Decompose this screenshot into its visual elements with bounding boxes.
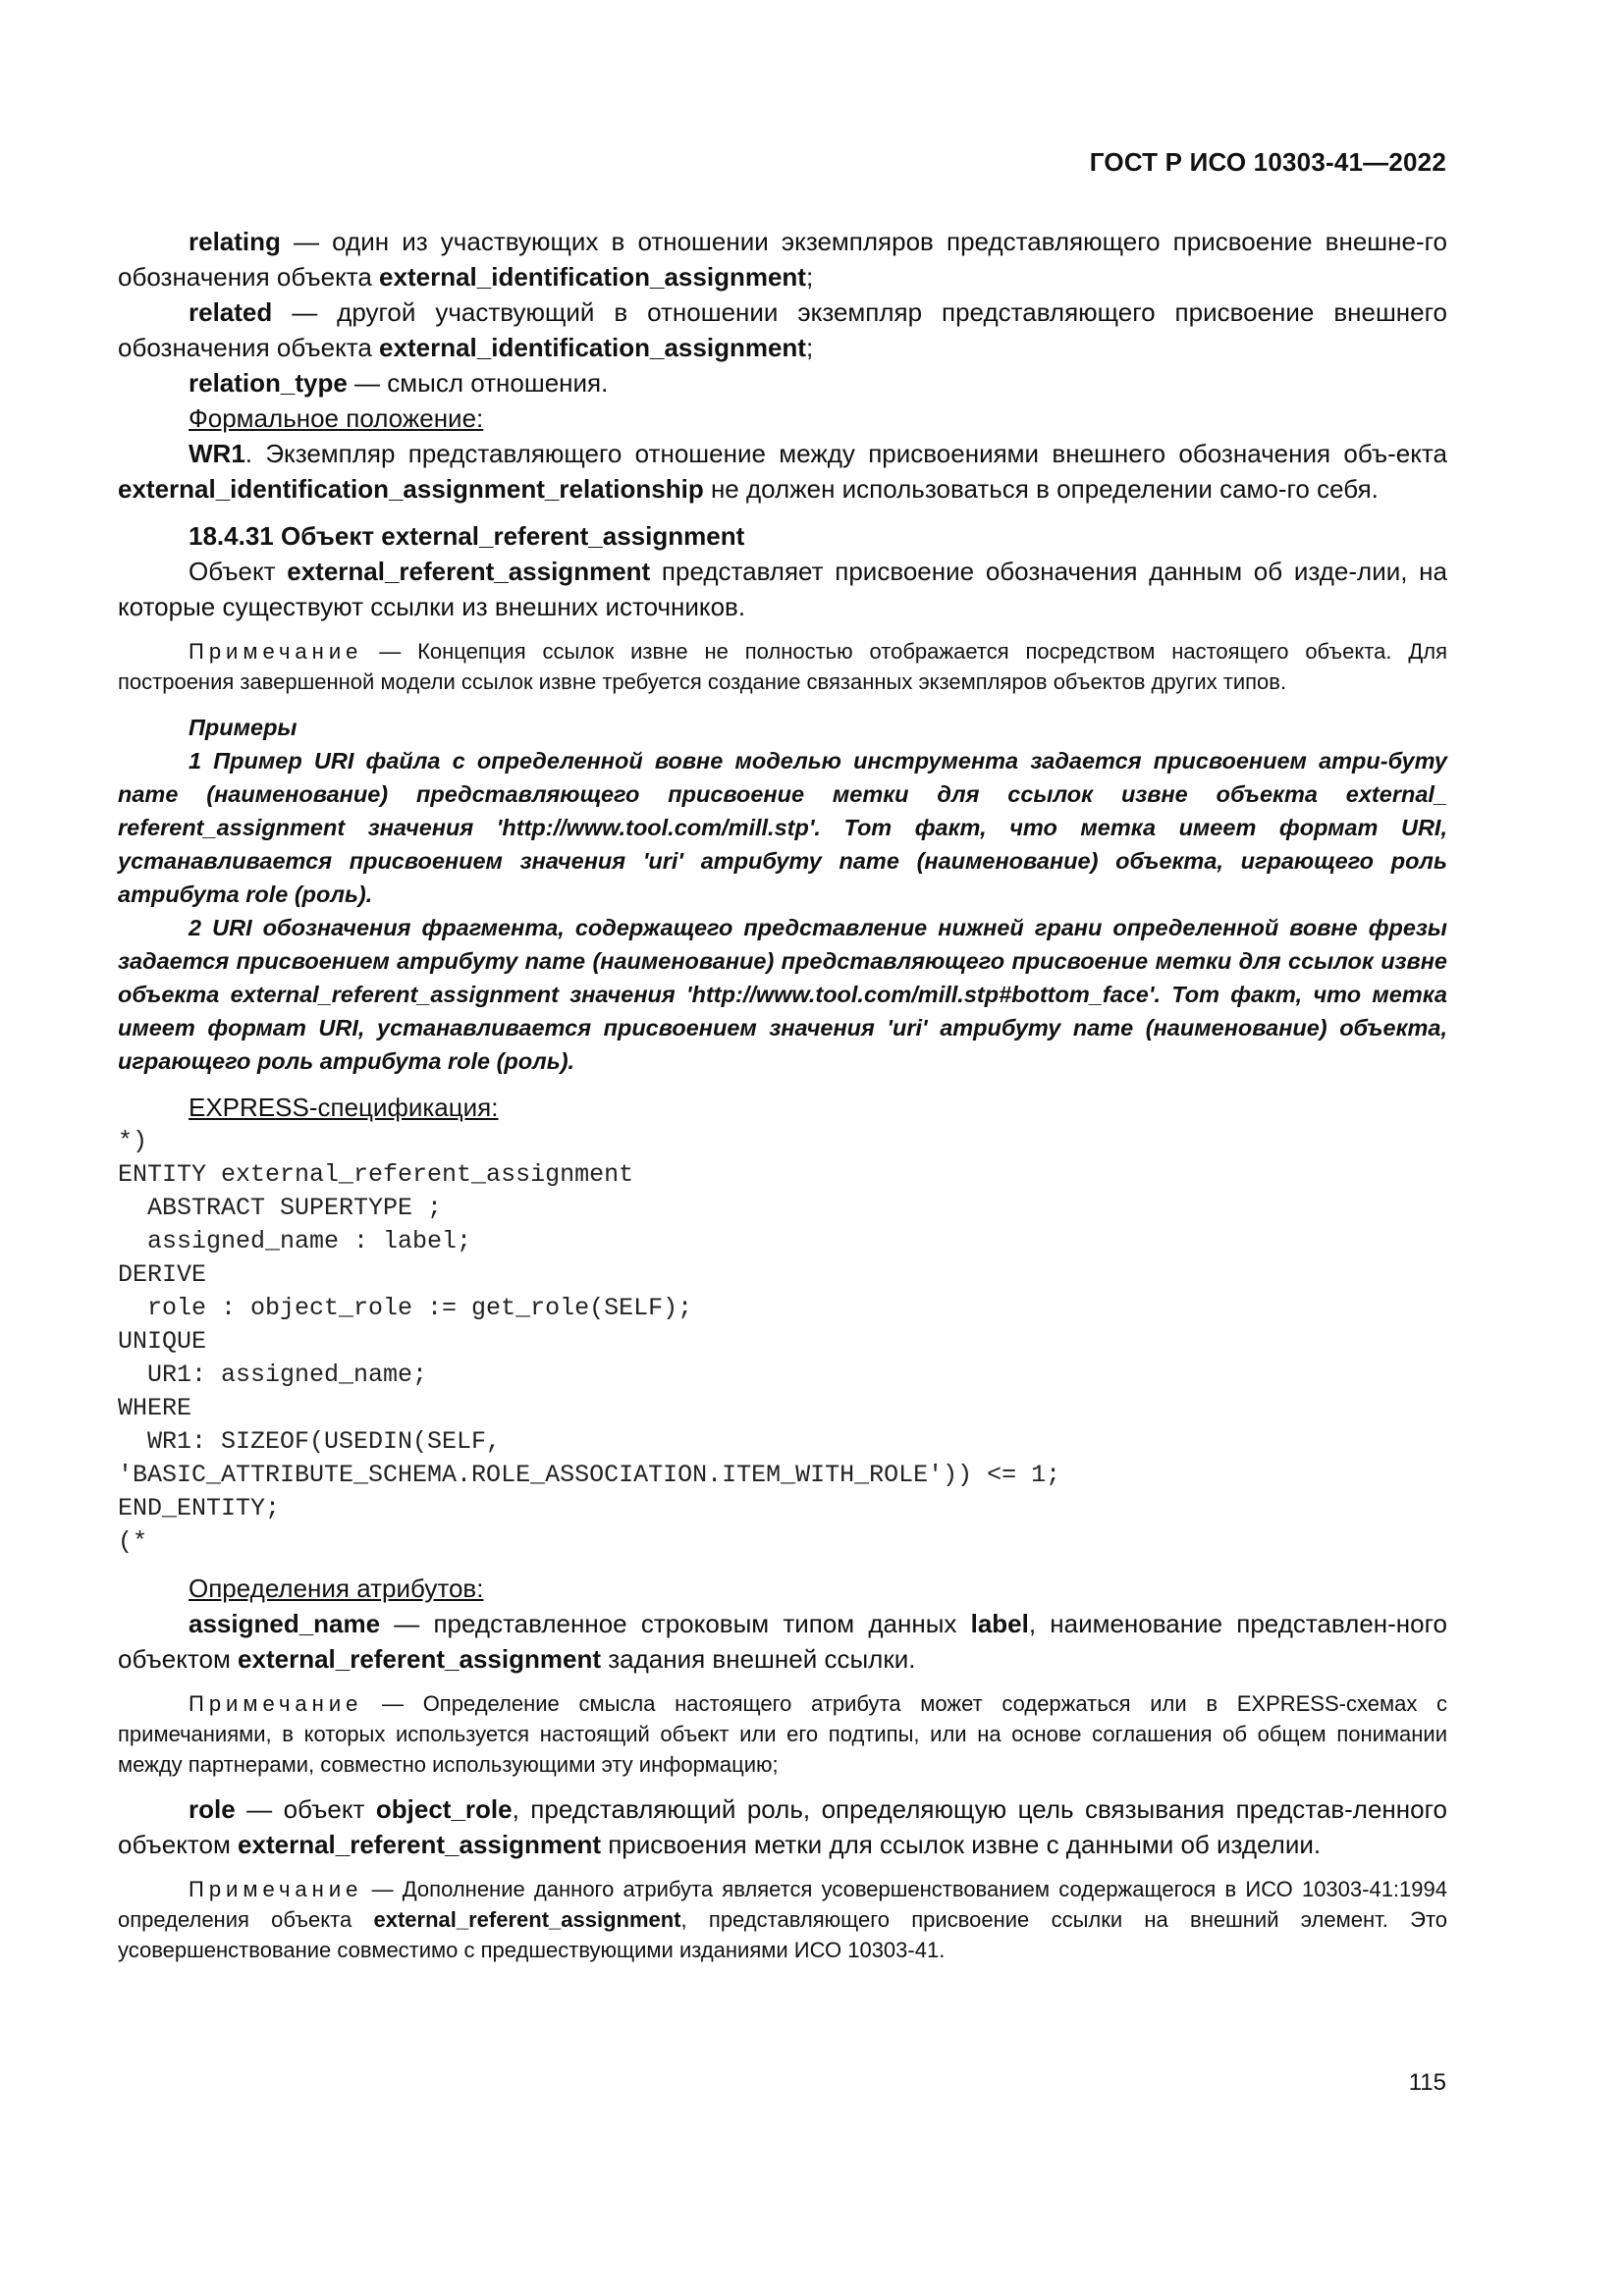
attribute-definitions-label: Определения атрибутов: <box>189 1574 484 1603</box>
formal-propositions-label: Формальное положение: <box>189 403 484 433</box>
examples-block <box>118 711 1447 1078</box>
note-role: Примечание — Дополнение данного атрибута является усовершенствованием содержащегося в ИСО 10303-41:1994 определения объекта external_referent_assignment, представляющего присвоение ссылки на внешний элемент. Это усовершенствование совместимо с предшествующими изданиями ИСО 10303-41. <box>118 1877 1448 1962</box>
term: relating <box>189 227 281 256</box>
definition-related: related — другой участвующий в отношении экземпляр представляющего присвоение внешнего обозначения объекта external_identification_assignment; <box>118 297 1447 362</box>
definition-relation-type: relation_type — смысл отношения. <box>189 368 609 398</box>
page-number: 115 <box>1408 2069 1446 2096</box>
term: related <box>189 297 273 327</box>
attribute-role: role — объект object_role, представляющий роль, определяющую цель связывания представ-ленного объектом external_referent_assignment присвоения метки для ссылок извне с данными об изделии. <box>118 1794 1447 1859</box>
term: relation_type <box>189 368 348 398</box>
note-assigned-name: Примечание — Определение смысла настоящего атрибута может содержаться или в EXPRESS-схемах с примечаниями, в которых используется настоящий объект или его подтипы, или на основе соглашения об общем понимании между партнерами, совместно использующими эту информацию; <box>118 1691 1447 1777</box>
example-2: 2 URI обозначения фрагмента, содержащего представление нижней грани определенной вовне фрезы задается присвоением атрибуту name (наименование) представляющего присвоение метки для ссылок извне объекта external_referent_assignment значения 'http://www.tool.com/mill.stp#bottom_face'. Тот факт, что метка имеет формат URI, устанавливается присвоением значения 'uri' атрибуту name (наименование) объекта, играющего роль атрибута role (роль). <box>118 915 1447 1074</box>
express-spec-label: EXPRESS-спецификация: <box>189 1093 499 1122</box>
document-header: ГОСТ Р ИСО 10303-41—2022 <box>1089 147 1446 177</box>
examples-title: Примеры <box>189 715 298 740</box>
section-intro: Объект external_referent_assignment представляет присвоение обозначения данным об изде-лии, на которые существуют ссылки из внешних источников. <box>118 557 1447 621</box>
section-heading: 18.4.31 Объект external_referent_assignment <box>189 521 745 551</box>
express-code: *) ENTITY external_referent_assignment ABSTRACT SUPERTYPE ; assigned_name : label; DERIVE role : object_role := get_role(SELF); UNIQUE UR1: assigned_name; WHERE WR1: SIZEOF(USEDIN(SELF, 'BASIC_ATTRIBUTE_SCHEMA.ROLE_ASSOCIATION.ITEM_WITH_ROLE')) <= 1; END_ENTITY; (* <box>118 1127 1061 1556</box>
definition-relating: relating — один из участвующих в отношении экземпляров представляющего присвоение внешне-го обозначения объекта external_identification_assignment; <box>118 227 1447 292</box>
attribute-assigned-name: assigned_name — представленное строковым типом данных label, наименование представлен-ного объектом external_referent_assignment задания внешней ссылки. <box>118 1609 1447 1674</box>
page-body <box>118 224 1447 1965</box>
example-1: 1 Пример URI файла с определенной вовне моделью инструмента задается присвоением атри-буту name (наименование) представляющего присвоение метки для ссылок извне объекта external_ referent_assignment значения 'http://www.tool.com/mill.stp'. Тот факт, что метка имеет формат URI, устанавливается присвоением значения 'uri' атрибуту name (наименование) объекта, играющего роль атрибута role (роль). <box>118 748 1447 907</box>
formal-rule-wr1: WR1. Экземпляр представляющего отношение между присвоениями внешнего обозначения объ-екта external_identification_assignment_relationship не должен использоваться в определении само-го себя. <box>118 439 1447 504</box>
note-concept: Примечание — Концепция ссылок извне не полностью отображается посредством настоящего объекта. Для построения завершенной модели ссылок извне требуется создание связанных экземпляров объектов других типов. <box>118 639 1447 694</box>
